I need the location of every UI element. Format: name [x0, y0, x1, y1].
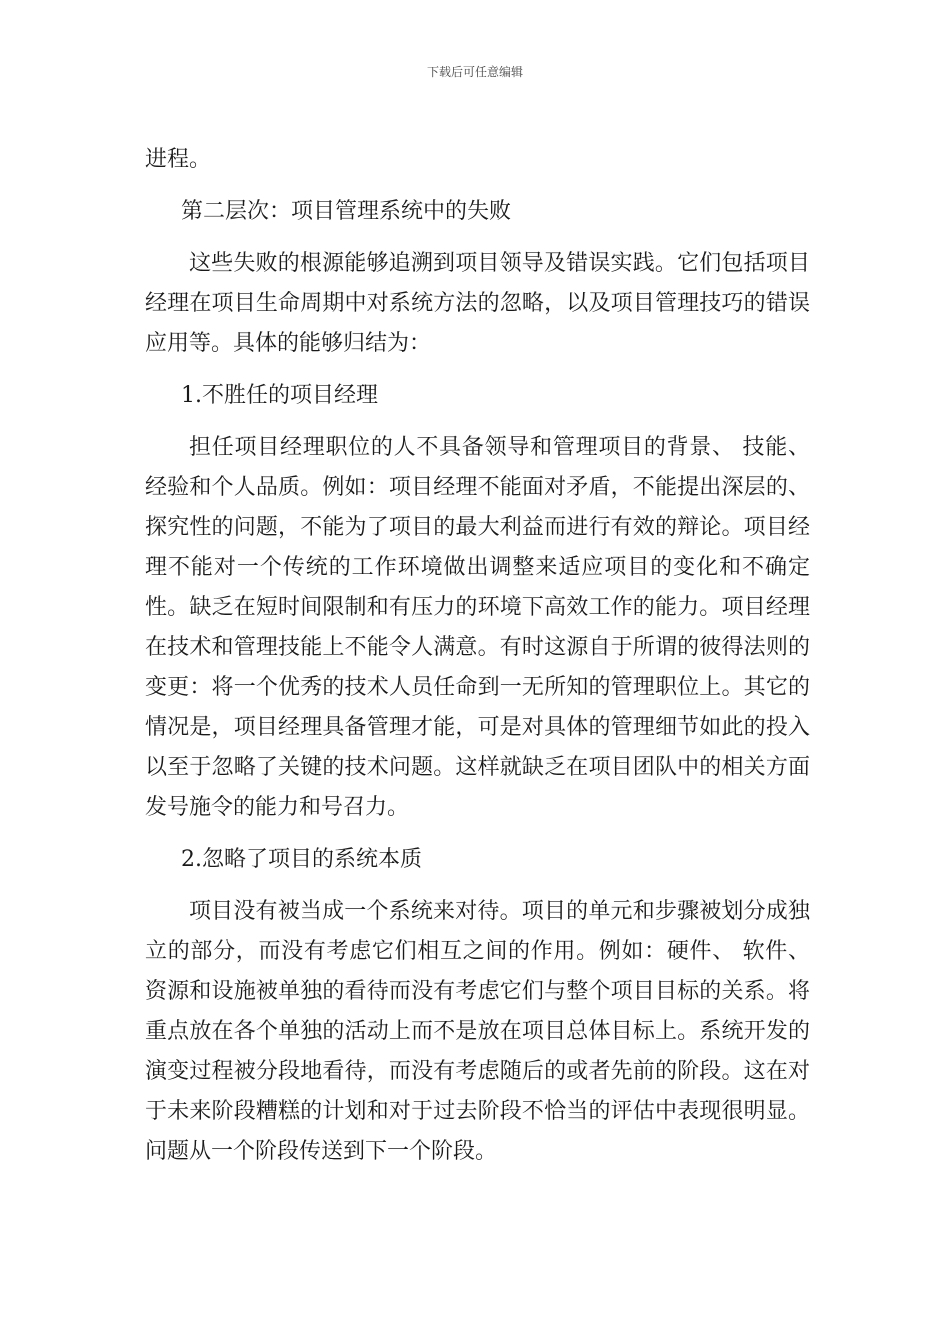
item-2-title: 2.忽略了项目的系统本质: [181, 847, 422, 872]
continuation-paragraph: 进程。: [145, 147, 212, 172]
document-body: [145, 140, 810, 1184]
section-title: 第二层次：项目管理系统中的失败: [181, 199, 512, 224]
page-header: 下载后可任意编辑: [426, 65, 523, 79]
item-2-paragraph: 项目没有被当成一个系统来对待。项目的单元和步骤被划分成独立的部分，而没有考虑它们相互之间的作用。例如：硬件、 软件、 资源和设施被单独的看待而没有考虑它们与整个项目目标的关系。将重点放在各个单独的活动上而不是放在项目总体目标上。系统开发的演变过程被分段地看待，而没有考虑随后的或者先前的阶段。这在对于未来阶段糟糕的计划和对于过去阶段不恰当的评估中表现很明显。问题从一个阶段传送到下一个阶段。: [145, 899, 810, 1164]
item-1-paragraph: 担任项目经理职位的人不具备领导和管理项目的背景、 技能、 经验和个人品质。例如：项目经理不能面对矛盾，不能提出深层的、 探究性的问题，不能为了项目的最大利益而进行有效的辩论。项目经理不能对一个传统的工作环境做出调整来适应项目的变化和不确定性。缺乏在短时间限制和有压力的环境下高效工作的能力。项目经理在技术和管理技能上不能令人满意。有时这源自于所谓的彼得法则的变更：将一个优秀的技术人员任命到一无所知的管理职位上。其它的情况是，项目经理具备管理才能，可是对具体的管理细节如此的投入以至于忽略了关键的技术问题。这样就缺乏在项目团队中的相关方面发号施令的能力和号召力。: [145, 435, 810, 820]
item-1-title: 1.不胜任的项目经理: [181, 383, 378, 408]
intro-paragraph: 这些失败的根源能够追溯到项目领导及错误实践。它们包括项目经理在项目生命周期中对系统方法的忽略，以及项目管理技巧的错误应用等。具体的能够归结为：: [145, 251, 810, 356]
